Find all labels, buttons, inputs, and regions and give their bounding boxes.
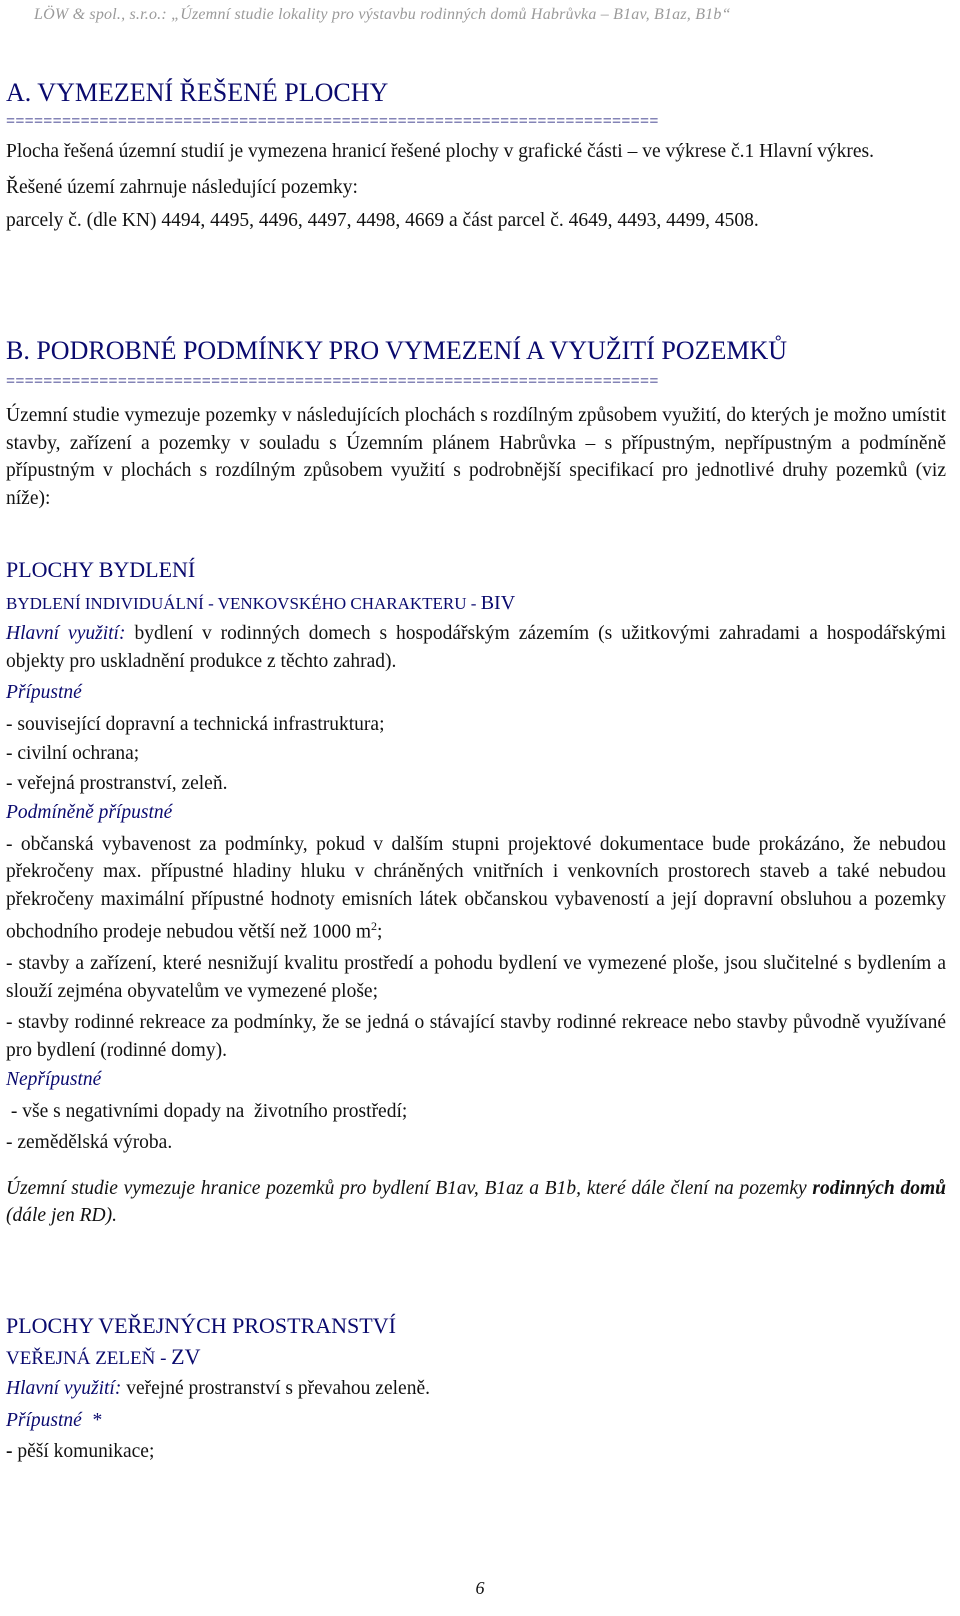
verejna-allowed-label: Přípustné *: [6, 1409, 102, 1431]
section-b-title: B. PODROBNÉ PODMÍNKY PRO VYMEZENÍ A VYUŽITÍ POZEMKŮ: [6, 336, 788, 365]
bydleni-allowed-item: - související dopravní a technická infrastruktura;: [6, 713, 385, 735]
bydleni-conditional-item-3: - stavby rodinné rekreace za podmínky, že se jedná o stávající stavby rodinné rekreace nebo stavby původně využívané pro bydlení (rodinné domy).: [6, 1012, 946, 1061]
section-a-title: A. VYMEZENÍ ŘEŠENÉ PLOCHY: [6, 78, 389, 107]
section-verejna: [6, 1312, 946, 1466]
bydleni-main-text: bydlení v rodinných domech s hospodářským zázemím (s užitkovými zahradami a hospodářskými objekty pro uskladnění produkce z těchto zahrad).: [6, 623, 947, 672]
section-a-paragraph-2: Řešené území zahrnuje následující pozemky:: [6, 176, 358, 198]
bydleni-subtitle-a: BYDLENÍ INDIVIDUÁLNÍ: [6, 594, 204, 613]
bydleni-forbidden-item: - vše s negativními dopady na životního prostředí;: [6, 1100, 408, 1122]
bydleni-subtitle: [6, 590, 946, 618]
running-header: LÖW & spol., s.r.o.: „Územní studie lokality pro výstavbu rodinných domů Habrůvka – B1av, B1az, B1b“: [34, 6, 731, 23]
section-a-paragraph-3: parcely č. (dle KN) 4494, 4495, 4496, 4497, 4498, 4669 a část parcel č. 4649, 4493, 4499, 4508.: [6, 210, 759, 231]
section-a-rule: ======================================================================: [6, 113, 659, 130]
verejna-main-use: Hlavní využití: veřejné prostranství s převahou zeleně.: [6, 1378, 430, 1399]
verejna-title: PLOCHY VEŘEJNÝCH PROSTRANSTVÍ: [6, 1313, 396, 1338]
section-b: [6, 336, 946, 512]
section-b-intro: Územní studie vymezuje pozemky v následujících plochách s rozdílným způsobem využití, do kterých je možno umístit stavby, zařízení a pozemky v souladu s Územním plánem Habrůvka – s přípustným, nepřípustným a podmíněně přípustným v plochách s rozdílným způsobem využití s podrobnější specifikací pro jednotlivé druhy pozemků (viz níže):: [6, 405, 946, 509]
verejna-allowed-item: - pěší komunikace;: [6, 1441, 155, 1462]
bydleni-conditional-label: Podmíněně přípustné: [6, 802, 173, 823]
verejna-subtitle: [6, 1344, 946, 1373]
bydleni-forbidden-item: - zemědělská výroba.: [6, 1132, 173, 1153]
bydleni-note: Územní studie vymezuje hranice pozemků pro bydlení B1av, B1az a B1b, které dále člení na pozemky rodinných domů (dále jen RD).: [6, 1177, 946, 1226]
bydleni-title: PLOCHY BYDLENÍ: [6, 557, 196, 582]
section-a-paragraph-1: Plocha řešená územní studií je vymezena hranicí řešené plochy v grafické části – ve výkrese č.1 Hlavní výkres.: [6, 141, 874, 162]
bydleni-allowed-item: - civilní ochrana;: [6, 743, 140, 764]
verejna-subtitle-code: ZV: [171, 1344, 201, 1369]
bydleni-forbidden-label: Nepřípustné: [6, 1069, 102, 1090]
verejna-subtitle-a: VEŘEJNÁ ZELEŇ -: [6, 1348, 172, 1369]
section-b-rule: ======================================================================: [6, 373, 659, 390]
bydleni-allowed-item: - veřejná prostranství, zeleň.: [6, 772, 228, 794]
bydleni-conditional-item-1: - občanská vybavenost za podmínky, pokud v dalším stupni projektové dokumentace bude prokázáno, že nebudou překročeny max. přípustné hladiny hluku v chráněných vnitřních i venkovních prostorech staveb a také nebudou překročeny maximální přípustné hodnoty emisních látek občanskou vybaveností a její dopravní obsluhou a pozemky obchodního prodeje nebudou větší než 1000 $m^2$;: [6, 833, 946, 943]
bydleni-main-use: [6, 620, 946, 675]
bydleni-conditional-item-2: - stavby a zařízení, které nesnižují kvalitu prostředí a pohodu bydlení ve vymezené ploše, jsou slučitelné s bydlením a slouží zejména obyvatelům ve vymezené ploše;: [6, 953, 946, 1002]
bydleni-allowed-label: Přípustné: [6, 682, 82, 703]
bydleni-subtitle-b: - VENKOVSKÉHO CHARAKTERU -: [203, 594, 481, 613]
page-number: 6: [475, 1578, 485, 1598]
section-bydleni: [6, 556, 946, 1230]
bydleni-main-label: Hlavní využití:: [6, 623, 126, 644]
section-a: [6, 78, 946, 235]
bydleni-subtitle-code: BIV: [480, 592, 516, 614]
